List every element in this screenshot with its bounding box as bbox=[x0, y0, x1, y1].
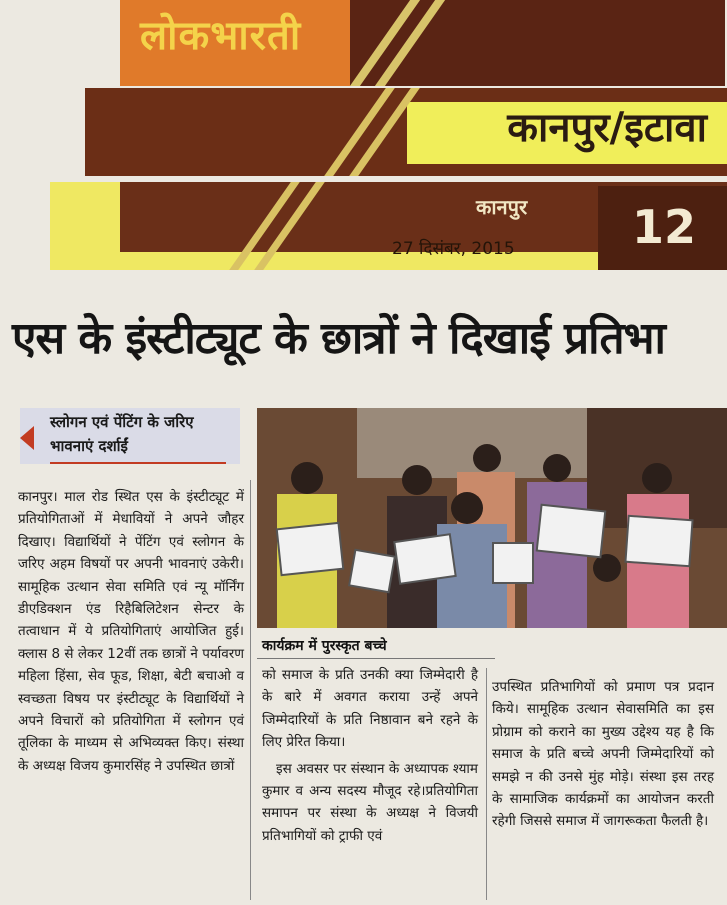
subheading-underline bbox=[50, 462, 226, 464]
article-headline: एस के इंस्टीट्यूट के छात्रों ने दिखाई प्रतिभा bbox=[12, 313, 665, 364]
article-subheading: स्लोगन एवं पेंटिंग के जरिए भावनाएं दर्शाईं bbox=[50, 413, 194, 455]
column-divider bbox=[486, 668, 487, 900]
column-3-text: उपस्थित प्रतिभागियों को प्रमाण पत्र प्रदान किये। सामूहिक उत्थान सेवासमिति का इस प्रोग्राम को कराने का मुख्य उद्देश्य यह है कि समाज के प्रति बच्चे अपनी जिम्मेदारियों को समझे न की उनसे मुंह मोड़े। संस्था इस तरह के सामाजिक कार्यक्रमों का आयोजन करती रहेगी जिससे समाज में जागरूकता फैलती है। bbox=[492, 679, 714, 830]
students-photo-illustration bbox=[257, 408, 727, 628]
column-2-paragraph-1: को समाज के प्रति उनकी क्या जिम्मेदारी है के बारे में अवगत कराया उन्हें अपने जिम्मेदारियों के प्रति निष्ठावान बने रहने के लिए प्रेरित किया। bbox=[262, 667, 478, 751]
caption-divider bbox=[257, 658, 495, 659]
page-number: 12 bbox=[632, 200, 697, 254]
column-divider bbox=[250, 480, 251, 900]
newspaper-brand: लोकभारती bbox=[140, 12, 302, 59]
article-photo bbox=[257, 408, 727, 628]
article-column-3 bbox=[492, 676, 714, 837]
column-2-paragraph-2: इस अवसर पर संस्थान के अध्यापक श्याम कुमार व अन्य सदस्य मौजूद रहे।प्रतियोगिता समापन पर संस्था के अध्यक्ष ने विजयी प्रतिभागियों को ट्राफी एवं bbox=[262, 760, 478, 844]
arrow-icon bbox=[20, 426, 34, 450]
column-1-text: कानपुर। माल रोड स्थित एस के इंस्टीट्यूट में प्रतियोगिताओं में मेधावियों ने अपने जौहर दिखाए। विद्यार्थियों ने पेंटिंग एवं स्लोगन के जरिए अहम विषयों पर अपनी भावनाएं उकेरी। सामूहिक उत्थान सेवा समिति एवं न्यू मॉर्निंग डीएडिक्शन एंड रिहैबिलिटेशन सेन्टर के तत्वाधान में ये प्रतियोगिताएं आयोजित हुई। क्लास 8 से लेकर 12वीं तक छात्रों ने पर्यावरण महिला हिंसा, सेव फूड, शिक्षा, बेटी बचाओ व स्वच्छता विषय पर इंस्टीट्यूट के विद्यार्थियों ने अपने विचारों को प्रतियोगिता में स्लोगन एवं तूलिका के माध्यम से अभिव्यक्त किए। संस्था के अध्यक्ष विजय कुमारसिंह ने उपस्थित छात्रों bbox=[18, 489, 244, 774]
page-date: 27 दिसंबर, 2015 bbox=[392, 239, 515, 259]
page-city: कानपुर bbox=[476, 195, 528, 219]
article-column-2 bbox=[262, 664, 478, 851]
article-column-1 bbox=[18, 486, 244, 781]
edition-city: कानपुर/इटावा bbox=[507, 104, 707, 151]
photo-caption: कार्यक्रम में पुरस्कृत बच्चे bbox=[262, 638, 387, 654]
